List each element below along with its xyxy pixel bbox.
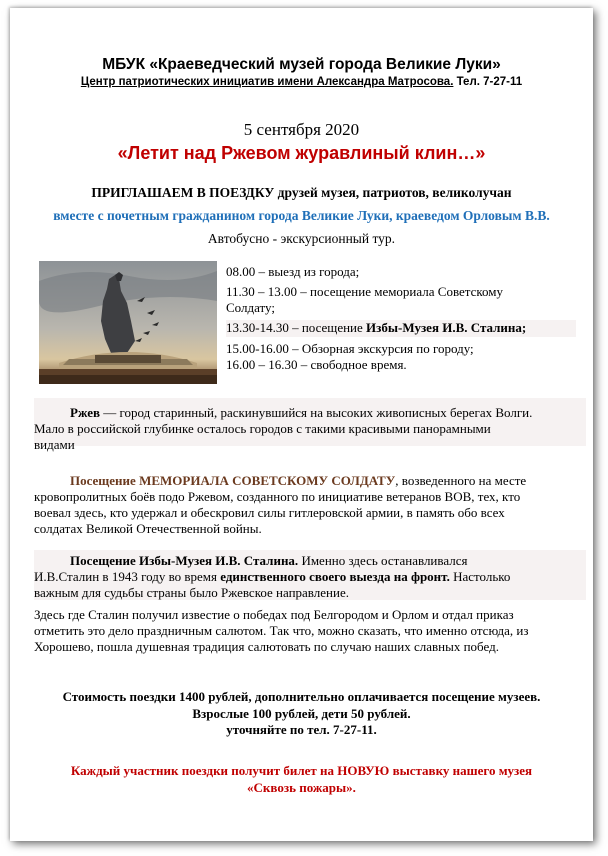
rzhev-line-3: видами <box>34 437 75 452</box>
ticket-line-2: «Сквозь пожары». <box>247 780 356 795</box>
memorial-line-1: Посещение МЕМОРИАЛА СОВЕТСКОМУ СОЛДАТУ, возведенного на месте <box>70 473 527 488</box>
event-date: 5 сентября 2020 <box>243 120 360 139</box>
guide-line: вместе с почетным гражданином города Великие Луки, краеведом Орловым В.В. <box>53 208 550 223</box>
memorial-bold: МЕМОРИАЛА СОВЕТСКОМУ СОЛДАТУ <box>139 473 396 488</box>
tour-type: Автобусно - экскурсионный тур. <box>207 231 396 246</box>
schedule-item-2-line2: Солдату; <box>226 300 275 315</box>
stalin-line-3: важным для судьбы страны было Ржевское направление. <box>34 585 349 600</box>
stalin-line-6: Хорошево, пошла душевная традиция салютовать по случаю наших славных побед. <box>34 639 499 654</box>
stalin-line-2: И.В.Сталин в 1943 году во время единственного своего выезда на фронт. Настолько <box>34 569 511 584</box>
center-phone: Тел. 7-27-11 <box>453 76 523 88</box>
schedule-item-5: 16.00 – 16.30 – свободное время. <box>226 357 407 372</box>
invite-rest: друзей музея, патриотов, великолучан <box>274 185 512 200</box>
schedule-item-2-line1: 11.30 – 13.00 – посещение мемориала Советскому <box>226 284 504 299</box>
stalin-line-1: Посещение Избы-Музея И.В. Сталина. Именно здесь останавливался <box>70 553 468 568</box>
rzhev-paragraph <box>34 405 590 453</box>
event-title: «Летит над Ржевом журавлиный клин…» <box>117 143 486 163</box>
memorial-line-4: солдатах Великой Отечественной войны. <box>34 521 262 536</box>
schedule-item-3-time: 13.30-14.30 – посещение <box>226 320 367 335</box>
schedule-item-4: 15.00-16.00 – Обзорная экскурсия по городу; <box>226 341 474 356</box>
schedule-item-3 <box>226 320 576 337</box>
cost-line-3: уточняйте по тел. 7-27-11. <box>226 722 377 737</box>
center-line <box>10 76 593 88</box>
ticket-line-1: Каждый участник поездки получит билет на НОВУЮ выставку нашего музея <box>70 763 533 778</box>
cost-line-2: Взрослые 100 рублей, дети 50 рублей. <box>192 706 411 721</box>
stalin-bold: Посещение Избы-Музея И.В. Сталина. <box>70 553 299 568</box>
invite-line <box>10 185 593 201</box>
schedule-item-3-place: Избы-Музея И.В. Сталина; <box>366 320 527 335</box>
schedule-item-2 <box>226 284 566 316</box>
memorial-line-3: воевал здесь, кто удержал и обескровил силы гитлеровской армии, в память обо всех <box>34 505 505 520</box>
org-title: МБУК «Краеведческий музей города Великие Луки» <box>102 56 501 73</box>
stalin-line-5: отметить это дело праздничным салютом. Так что, можно сказать, что именно отсюда, из <box>34 623 529 638</box>
center-name: Центр патриотических инициатив имени Александра Матросова. <box>80 76 454 88</box>
schedule-item-1: 08.00 – выезд из города; <box>226 264 360 279</box>
invite-lead: ПРИГЛАШАЕМ В ПОЕЗДКУ <box>91 185 275 200</box>
memorial-paragraph <box>34 473 590 537</box>
flyer-page <box>10 8 593 841</box>
memorial-photo <box>39 261 217 384</box>
cost-line-1: Стоимость поездки 1400 рублей, дополнительно оплачивается посещение музеев. <box>62 689 541 704</box>
memorial-line-2: кровопролитных боёв подо Ржевом, созданного по инициативе ветеранов ВОВ, тех, кто <box>34 489 521 504</box>
rzhev-line-1: Ржев — город старинный, раскинувшийся на высоких живописных берегах Волги. <box>70 405 533 420</box>
rzhev-bold: Ржев <box>70 405 100 420</box>
stalin-line-4: Здесь где Сталин получил известие о победах под Белгородом и Орлом и отдал приказ <box>34 607 514 622</box>
stalin-paragraph <box>34 553 590 655</box>
rzhev-line-2: Мало в российской глубинке осталось городов с такими красивыми панорамными <box>34 421 491 436</box>
